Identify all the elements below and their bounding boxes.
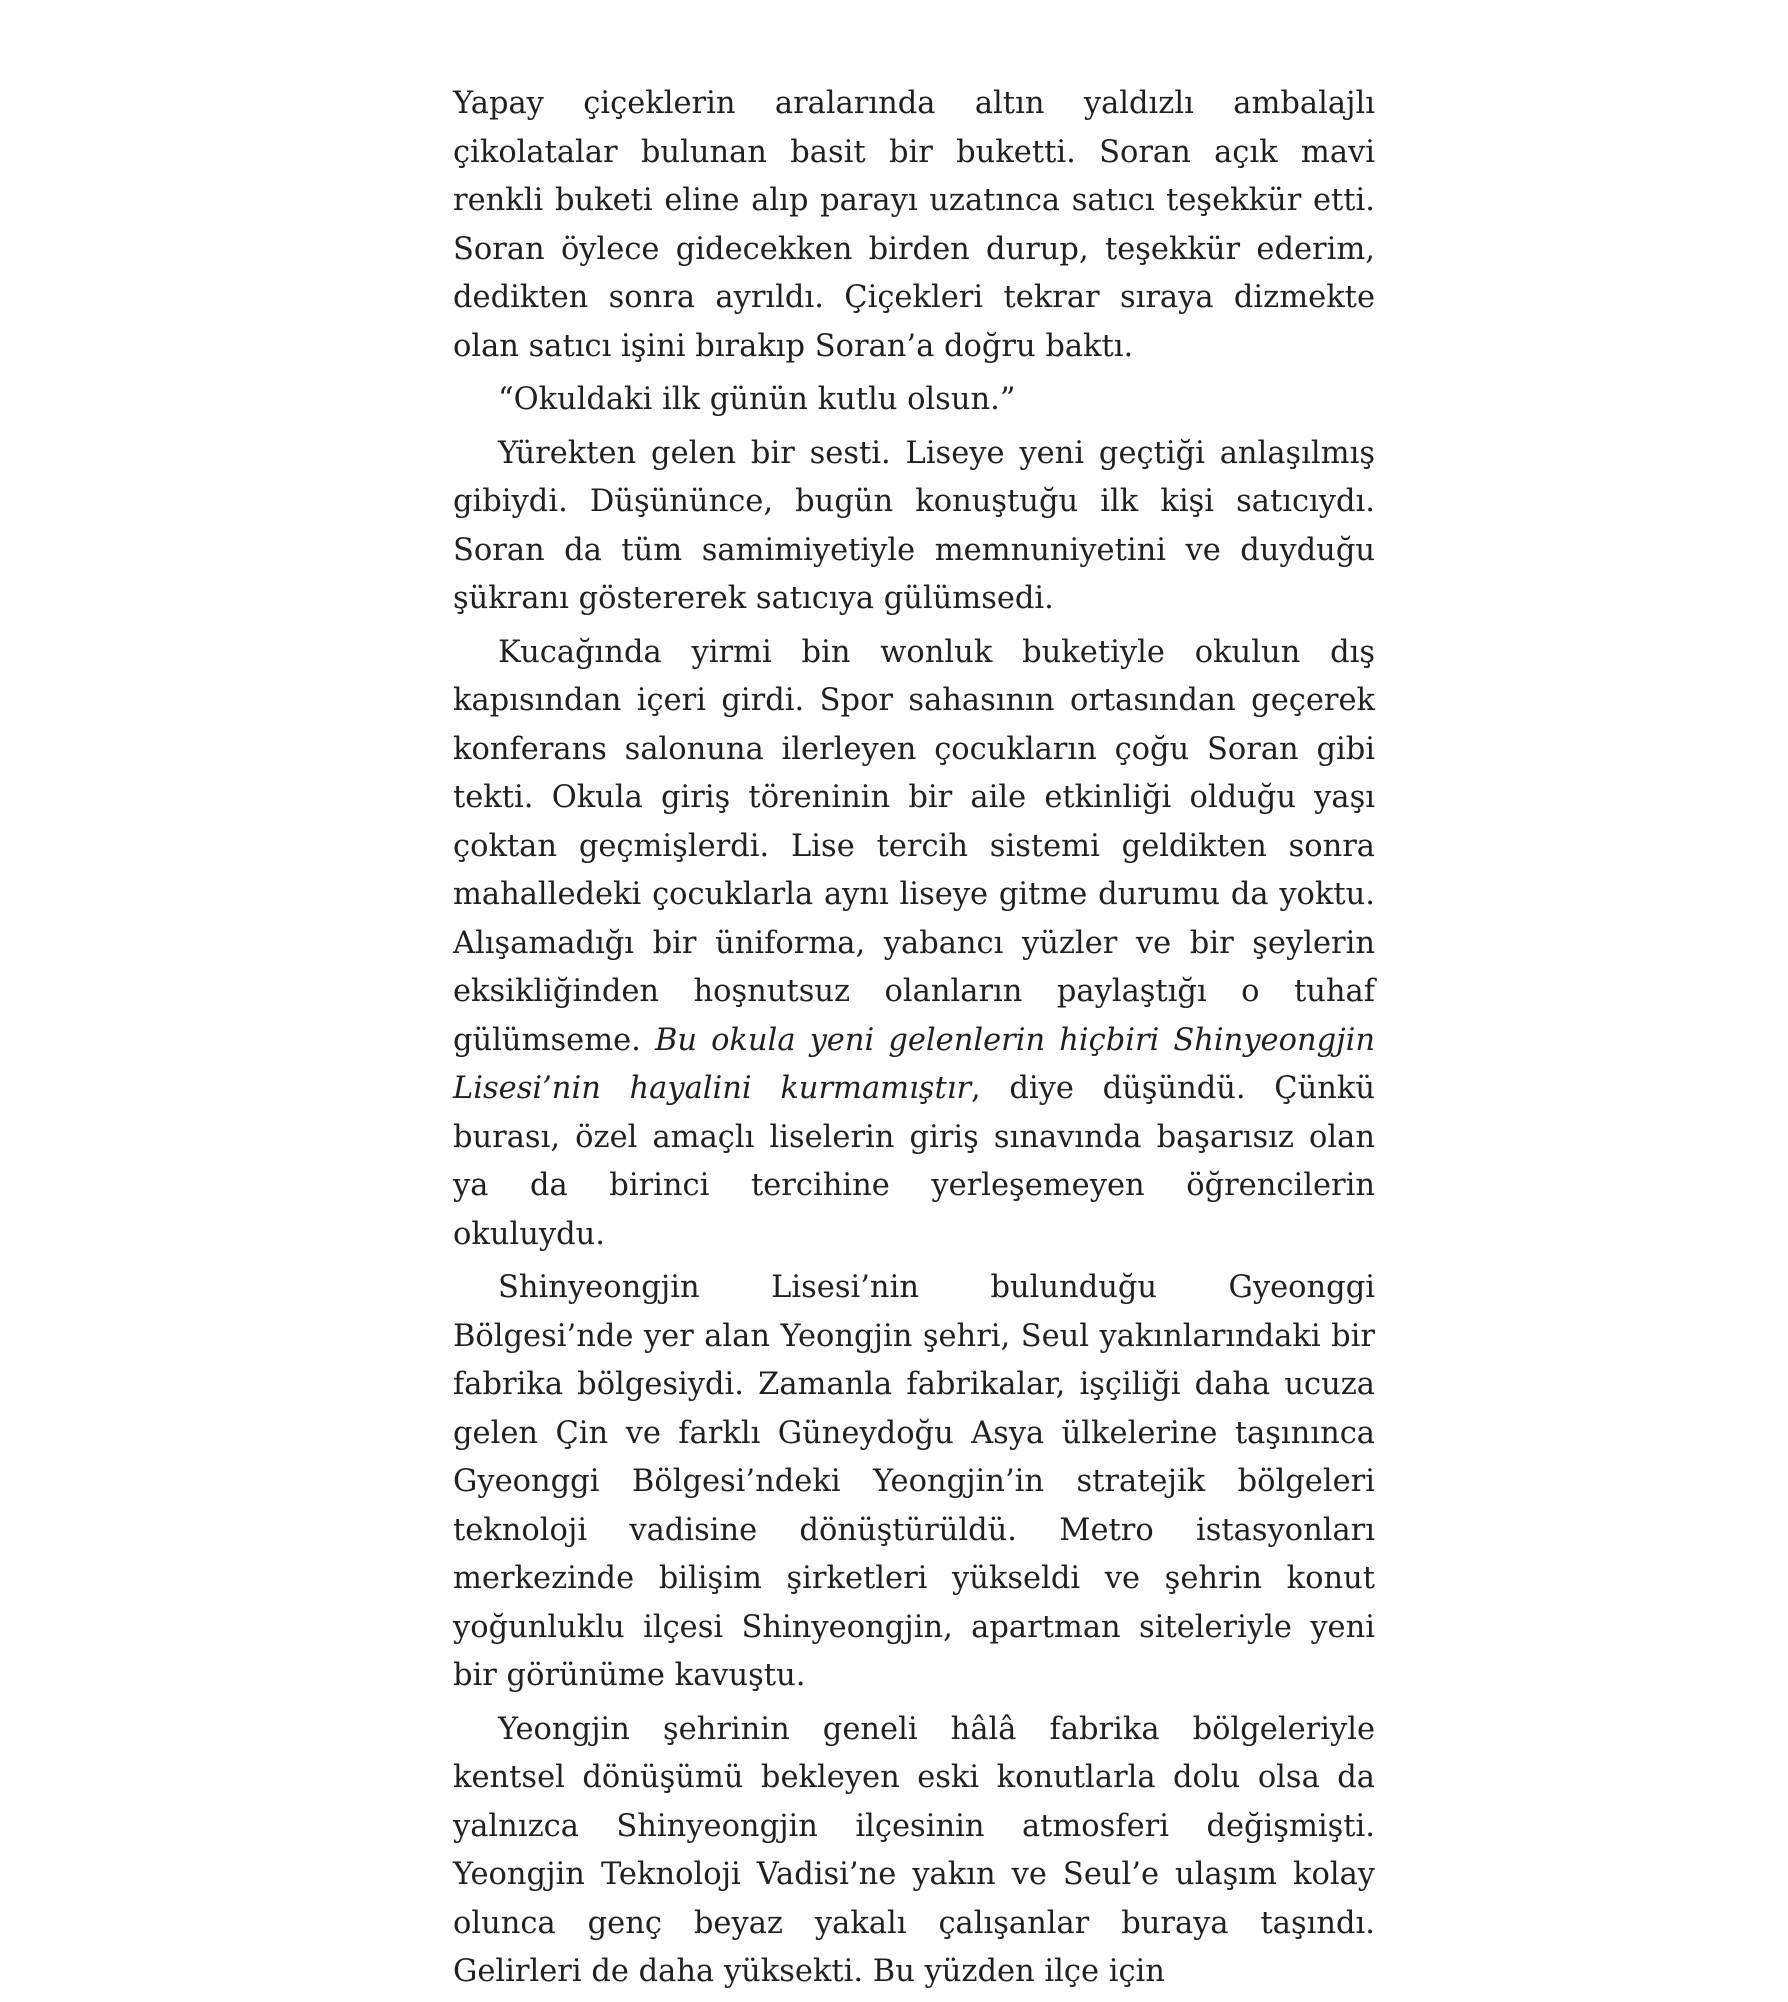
- book-page: [453, 80, 1375, 2002]
- paragraph-sincere-voice: Yürekten gelen bir sesti. Liseye yeni geçtiği anlaşılmış gibiydi. Düşününce, bugün konuştuğu ilk kişi satıcıydı. Soran da tüm samimiyetiyle memnuniyetini ve duyduğu şükranı göstererek satıcıya gülümsedi.: [453, 435, 1375, 616]
- paragraph-school-entrance: [453, 629, 1375, 1260]
- paragraph-school-entrance-end: , diye düşündü. Çünkü burası, özel amaçlı liselerin giriş sınavında başarısız olan ya da birinci tercihine yerleşemeyen öğrencilerin okuluydu.: [453, 1071, 1375, 1252]
- paragraph-school-entrance-start: Kucağında yirmi bin wonluk buketiyle okulun dış kapısından içeri girdi. Spor sahasının ortasından geçerek konferans salonuna ilerleyen çocukların çoğu Soran gibi tekti. Okula giriş töreninin bir aile etkinliği olduğu yaşı çoktan geçmişlerdi. Lise tercih sistemi geldikten sonra mahalledeki çocuklarla aynı liseye gitme durumu da yoktu. Alışamadığı bir üniforma, yabancı yüzler ve bir şeylerin eksikliğinden hoşnutsuz olanların paylaştığı o tuhaf gülümseme.: [453, 634, 1375, 1058]
- paragraph-district-change: Yeongjin şehrinin geneli hâlâ fabrika bölgeleriyle kentsel dönüşümü bekleyen eski konutlarla dolu olsa da yalnızca Shinyeongjin ilçesinin atmosferi değişmişti. Yeongjin Teknoloji Vadisi’ne yakın ve Seul’e ulaşım kolay olunca genç beyaz yakalı çalışanlar buraya taşındı. Gelirleri de daha yüksekti. Bu yüzden ilçe için: [453, 1711, 1375, 1989]
- paragraph-greeting-quote: “Okuldaki ilk günün kutlu olsun.”: [498, 382, 1016, 417]
- paragraph-yeongjin-history: Shinyeongjin Lisesi’nin bulunduğu Gyeonggi Bölgesi’nde yer alan Yeongjin şehri, Seul yakınlarındaki bir fabrika bölgesiydi. Zamanla fabrikalar, işçiliği daha ucuza gelen Çin ve farklı Güneydoğu Asya ülkelerine taşınınca Gyeonggi Bölgesi’ndeki Yeongjin’in stratejik bölgeleri teknoloji vadisine dönüştürüldü. Metro istasyonları merkezinde bilişim şirketleri yükseldi ve şehrin konut yoğunluklu ilçesi Shinyeongjin, apartman siteleriyle yeni bir görünüme kavuştu.: [453, 1270, 1375, 1693]
- paragraph-bouquet: Yapay çiçeklerin aralarında altın yaldızlı ambalajlı çikolatalar bulunan basit bir buketti. Soran açık mavi renkli buketi eline alıp parayı uzatınca satıcı teşekkür etti. Soran öylece gidecekken birden durup, teşekkür ederim, dedikten sonra ayrıldı. Çiçekleri tekrar sıraya dizmekte olan satıcı işini bırakıp Soran’a doğru baktı.: [453, 86, 1375, 364]
- italic-thought: Bu okula yeni gelenlerin hiçbiri Shinyeongjin Lisesi’nin hayalini kurmamıştır: [453, 1022, 1375, 1106]
